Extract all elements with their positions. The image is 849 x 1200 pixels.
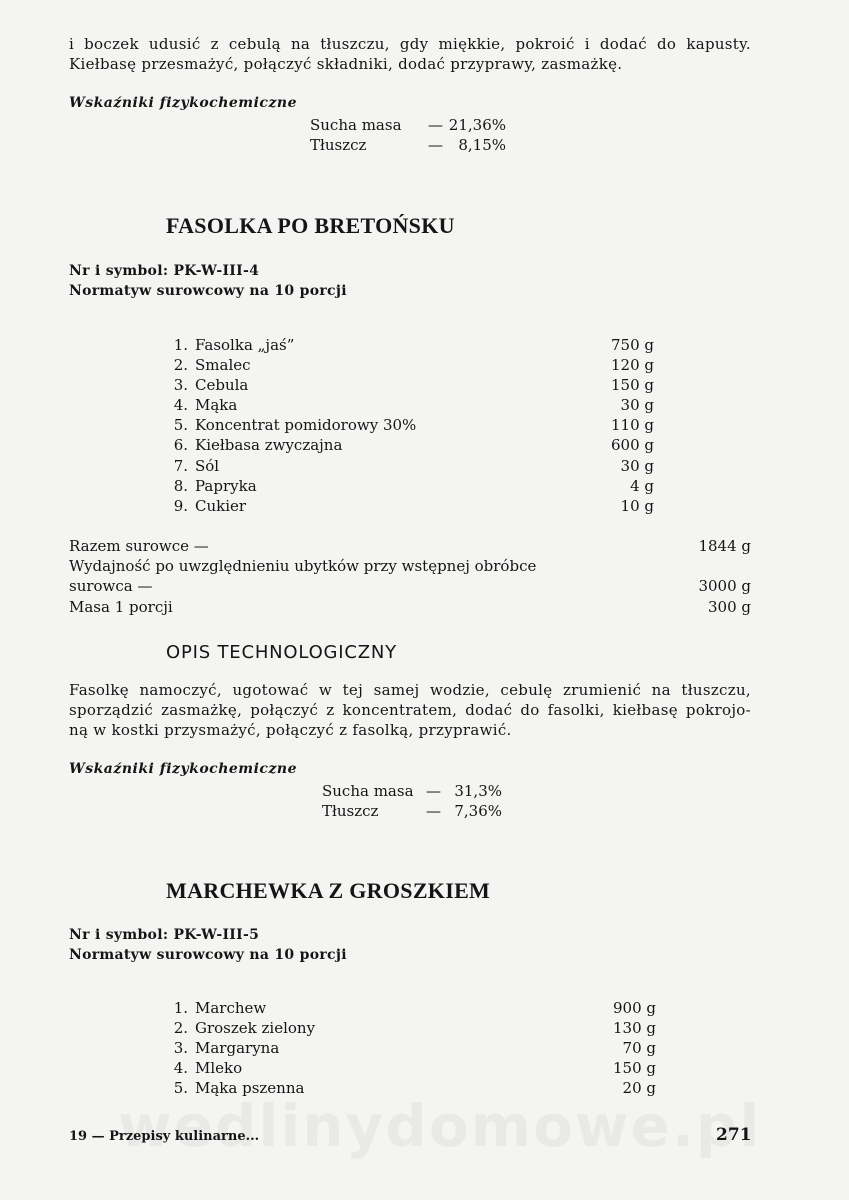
tech-description-title: OPIS TECHNOLOGICZNY <box>166 642 397 663</box>
totals-value: 1844 g <box>698 537 751 555</box>
totals-row <box>69 556 751 576</box>
indicators-label: Wskaźniki fizykochemiczne <box>69 95 297 111</box>
ingredient-row <box>166 998 656 1018</box>
ingredient-qty: 120 g <box>610 356 654 375</box>
ingredient-qty: 110 g <box>610 416 654 435</box>
indicators-label: Wskaźniki fizykochemiczne <box>69 761 297 777</box>
ingredient-row <box>166 1018 656 1038</box>
indicator-dash: — <box>428 116 443 134</box>
ingredient-name: Groszek zielony <box>195 1019 316 1038</box>
ingredient-row <box>166 435 654 455</box>
ingredient-row <box>166 1078 656 1098</box>
watermark <box>118 1092 761 1160</box>
ingredient-name: Sól <box>195 456 220 475</box>
ingredient-row <box>166 335 654 355</box>
ingredient-qty: 10 g <box>620 496 654 515</box>
recipe-norm: Normatyw surowcowy na 10 porcji <box>69 947 347 963</box>
ingredient-number: 3. <box>173 1039 188 1058</box>
ingredient-name: Marchew <box>195 999 267 1017</box>
intro-line-1: i boczek udusić z cebulą na tłuszczu, gdy miękkie, pokroić i dodać do kapusty. <box>69 35 751 53</box>
ingredient-name: Smalec <box>195 356 251 375</box>
ingredient-name: Mąka <box>195 396 238 415</box>
indicator-row <box>322 801 502 821</box>
totals-label: Razem surowce — <box>69 537 209 555</box>
ingredient-number: 3. <box>173 376 188 395</box>
indicator-value: 7,36% <box>454 802 502 820</box>
totals-row <box>69 597 751 617</box>
indicator-dash: — <box>428 136 443 154</box>
totals-block <box>69 536 751 617</box>
totals-label: Masa 1 porcji <box>69 597 173 616</box>
ingredient-name: Fasolka „jaś” <box>195 336 295 354</box>
ingredient-qty: 150 g <box>610 376 654 395</box>
ingredient-number: 9. <box>173 496 188 515</box>
indicator-label: Tłuszcz <box>322 802 379 820</box>
indicator-label: Sucha masa <box>310 116 402 134</box>
ingredient-row <box>166 415 654 435</box>
ingredient-name: Cebula <box>195 376 249 395</box>
indicator-row <box>310 135 506 155</box>
ingredient-row <box>166 1038 656 1058</box>
totals-label: Wydajność po uwzględnieniu ubytków przy wstępnej obróbce <box>69 557 537 576</box>
ingredient-row <box>166 375 654 395</box>
totals-row <box>69 576 751 596</box>
ingredient-qty: 130 g <box>612 1019 656 1038</box>
intro-line-2: Kiełbasę przesmażyć, połączyć składniki, dodać przyprawy, zasmażkę. <box>69 55 623 73</box>
ingredient-qty: 4 g <box>630 476 654 495</box>
recipe-norm: Normatyw surowcowy na 10 porcji <box>69 283 347 299</box>
totals-label: surowca — <box>69 577 153 596</box>
ingredient-qty: 750 g <box>610 336 654 354</box>
ingredient-number: 4. <box>173 1059 188 1078</box>
ingredient-row <box>166 496 654 516</box>
ingredient-number: 2. <box>173 356 188 375</box>
indicator-value: 8,15% <box>458 136 506 154</box>
ingredient-qty: 900 g <box>612 999 656 1017</box>
ingredient-number: 5. <box>173 416 188 435</box>
indicator-dash: — <box>426 802 441 820</box>
ingredient-name: Cukier <box>195 496 247 515</box>
totals-value <box>631 556 751 576</box>
recipe-title: FASOLKA PO BRETOŃSKU <box>166 213 455 238</box>
indicator-label: Sucha masa <box>322 782 414 800</box>
ingredient-row <box>166 395 654 415</box>
ingredient-number: 1. <box>173 999 188 1017</box>
ingredient-row <box>166 1058 656 1078</box>
ingredient-name: Margaryna <box>195 1039 280 1058</box>
ingredient-number: 8. <box>173 476 188 495</box>
indicators-block-1 <box>310 115 506 155</box>
ingredient-row <box>166 456 654 476</box>
ingredient-qty: 20 g <box>622 1079 656 1098</box>
ingredient-name: Koncentrat pomidorowy 30% <box>195 416 417 435</box>
tech-line-2: sporządzić zasmażkę, połączyć z koncentratem, dodać do fasolki, kiełbasę pokrojo- <box>69 701 751 719</box>
ingredient-number: 1. <box>173 336 188 354</box>
totals-value: 3000 g <box>698 577 751 596</box>
indicator-label: Tłuszcz <box>310 136 367 154</box>
indicator-row <box>322 781 502 801</box>
recipe-symbol: Nr i symbol: PK-W-III-5 <box>69 927 260 943</box>
tech-line-3: ną w kostki przysmażyć, połączyć z fasolką, przyprawić. <box>69 721 512 739</box>
ingredient-row <box>166 476 654 496</box>
ingredient-number: 4. <box>173 396 188 415</box>
indicator-dash: — <box>426 782 441 800</box>
ingredients-list <box>166 998 656 1098</box>
ingredients-list <box>166 335 654 516</box>
page-number: 271 <box>716 1125 752 1145</box>
tech-line-1: Fasolkę namoczyć, ugotować w tej samej wodzie, cebulę zrumienić na tłuszczu, <box>69 681 751 699</box>
recipe-symbol: Nr i symbol: PK-W-III-4 <box>69 263 260 279</box>
ingredient-qty: 30 g <box>620 396 654 415</box>
totals-row <box>69 536 751 556</box>
indicator-value: 31,3% <box>454 782 502 800</box>
recipe-title: MARCHEWKA Z GROSZKIEM <box>166 878 491 903</box>
ingredient-number: 6. <box>173 436 188 455</box>
ingredient-name: Mleko <box>195 1059 243 1078</box>
ingredient-row <box>166 355 654 375</box>
ingredient-qty: 150 g <box>612 1059 656 1078</box>
indicators-block-2 <box>322 781 502 821</box>
ingredient-name: Kiełbasa zwyczajna <box>195 436 343 455</box>
indicator-value: 21,36% <box>448 116 506 134</box>
footer-source: 19 — Przepisy kulinarne... <box>69 1129 260 1144</box>
ingredient-qty: 70 g <box>622 1039 656 1058</box>
totals-value: 300 g <box>707 597 751 616</box>
ingredient-number: 5. <box>173 1079 188 1098</box>
indicator-row <box>310 115 506 135</box>
ingredient-number: 7. <box>173 456 188 475</box>
ingredient-qty: 600 g <box>610 436 654 455</box>
ingredient-qty: 30 g <box>620 456 654 475</box>
ingredient-number: 2. <box>173 1019 188 1038</box>
ingredient-name: Mąka pszenna <box>195 1079 305 1098</box>
ingredient-name: Papryka <box>195 476 257 495</box>
